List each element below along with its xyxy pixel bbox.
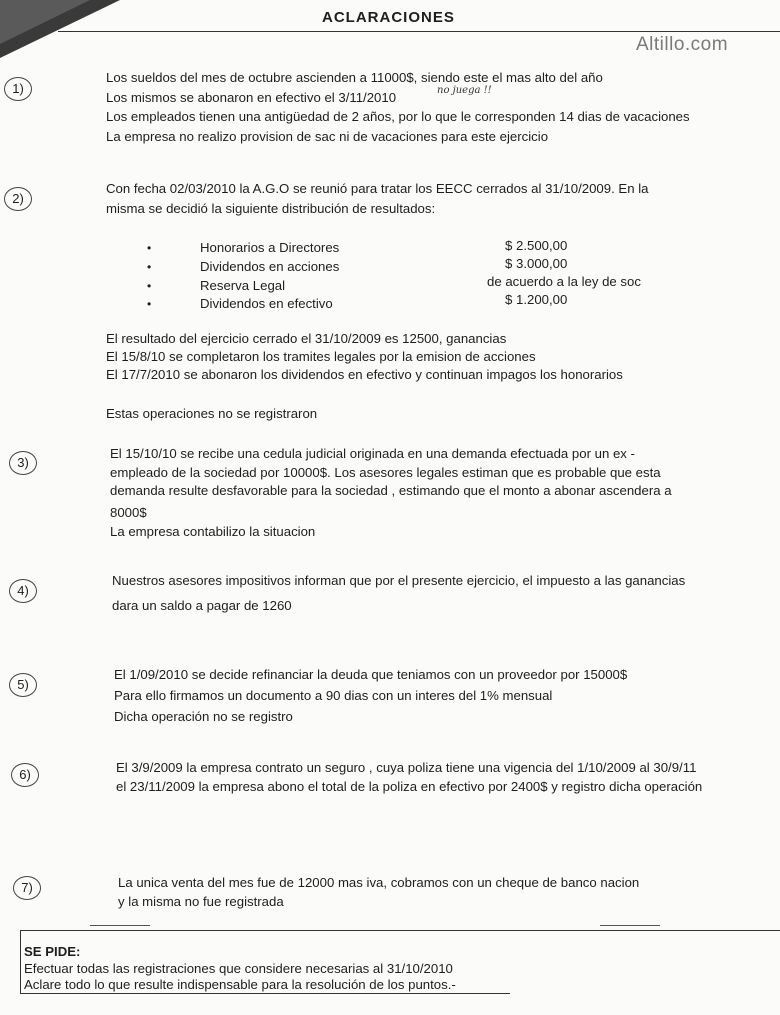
- item-2-after-line-4: Estas operaciones no se registraron: [106, 406, 318, 421]
- item-7-line-1: La unica venta del mes fue de 12000 mas iva, cobramos con un cheque de banco nacion: [118, 875, 640, 890]
- requirements-line-2: Aclare todo lo que resulte indispensable para la resolución de los puntos.-: [24, 977, 456, 992]
- bullet-icon: •: [147, 279, 152, 293]
- item-1-line-1: Los sueldos del mes de octubre ascienden a 11000$, siendo este el mas alto del año: [106, 70, 603, 85]
- distribution-value-3: de acuerdo a la ley de soc: [487, 274, 641, 289]
- distribution-value-2: $ 3.000,00: [505, 256, 568, 271]
- item-number-3: 3): [9, 451, 37, 475]
- item-5-line-2: Para ello firmamos un documento a 90 dias con un interes del 1% mensual: [114, 688, 553, 703]
- page-title: ACLARACIONES: [322, 9, 455, 26]
- item-4-line-2: dara un saldo a pagar de 1260: [112, 598, 292, 613]
- distribution-concept-2: Dividendos en acciones: [200, 259, 340, 274]
- item-number-5: 5): [9, 673, 37, 697]
- handwritten-note: no juega !!: [437, 85, 492, 96]
- item-2-after-line-2: El 15/8/10 se completaron los tramites legales por la emision de acciones: [106, 349, 536, 364]
- header-rule: [58, 31, 780, 32]
- item-2-after-line-1: El resultado del ejercicio cerrado el 31/10/2009 es 12500, ganancias: [106, 331, 507, 346]
- item-3-line-2: empleado de la sociedad por 10000$. Los asesores legales estiman que es probable que esta: [110, 465, 661, 480]
- requirements-line-1: Efectuar todas las registraciones que considere necesarias al 31/10/2010: [24, 961, 453, 976]
- distribution-value-1: $ 2.500,00: [505, 238, 568, 253]
- item-3-line-3: demanda resulte desfavorable para la sociedad , estimando que el monto a abonar ascendera a: [110, 483, 672, 498]
- item-5-line-3: Dicha operación no se registro: [114, 709, 293, 724]
- separator-dash: [90, 925, 150, 926]
- item-2-after-line-3: El 17/7/2010 se abonaron los dividendos en efectivo y continuan impagos los honorarios: [106, 367, 623, 382]
- item-3-line-5: La empresa contabilizo la situacion: [110, 524, 316, 539]
- distribution-concept-1: Honorarios a Directores: [200, 240, 340, 255]
- requirements-box-bottom: [20, 993, 510, 994]
- distribution-value-4: $ 1.200,00: [505, 292, 568, 307]
- item-number-6: 6): [11, 763, 39, 787]
- item-4-line-1: Nuestros asesores impositivos informan que por el presente ejercicio, el impuesto a las ganancias: [112, 573, 686, 588]
- item-2-line-1: Con fecha 02/03/2010 la A.G.O se reunió para tratar los EECC cerrados al 31/10/2009. En la: [106, 181, 649, 196]
- bullet-icon: •: [147, 241, 152, 255]
- distribution-concept-3: Reserva Legal: [200, 278, 286, 293]
- item-5-line-1: El 1/09/2010 se decide refinanciar la deuda que teniamos con un proveedor por 15000$: [114, 667, 628, 682]
- item-3-line-1: El 15/10/10 se recibe una cedula judicial originada en una demanda efectuada por un ex -: [110, 446, 635, 461]
- item-number-4: 4): [9, 579, 37, 603]
- item-1-line-2: Los mismos se abonaron en efectivo el 3/11/2010: [106, 90, 397, 105]
- item-6-line-1: El 3/9/2009 la empresa contrato un seguro , cuya poliza tiene una vigencia del 1/10/2009 al 30/9/11: [116, 760, 697, 775]
- scan-corner-shadow-inner: [0, 0, 90, 44]
- item-number-1: 1): [4, 77, 32, 101]
- separator-dash: [600, 925, 660, 926]
- bullet-icon: •: [147, 297, 152, 311]
- distribution-concept-4: Dividendos en efectivo: [200, 296, 333, 311]
- requirements-heading: SE PIDE:: [24, 944, 81, 959]
- item-6-line-2: el 23/11/2009 la empresa abono el total de la poliza en efectivo por 2400$ y registro dicha operación: [116, 779, 703, 794]
- item-1-line-3: Los empleados tienen una antigüedad de 2 años, por lo que le corresponden 14 dias de vacaciones: [106, 109, 690, 124]
- item-1-line-4: La empresa no realizo provision de sac ni de vacaciones para este ejercicio: [106, 129, 549, 144]
- bullet-icon: •: [147, 260, 152, 274]
- watermark: Altillo.com: [636, 34, 729, 55]
- item-number-2: 2): [4, 187, 32, 211]
- item-2-line-2: misma se decidió la siguiente distribución de resultados:: [106, 201, 436, 216]
- item-number-7: 7): [13, 876, 41, 900]
- item-7-line-2: y la misma no fue registrada: [118, 894, 284, 909]
- item-3-line-4: 8000$: [110, 505, 147, 520]
